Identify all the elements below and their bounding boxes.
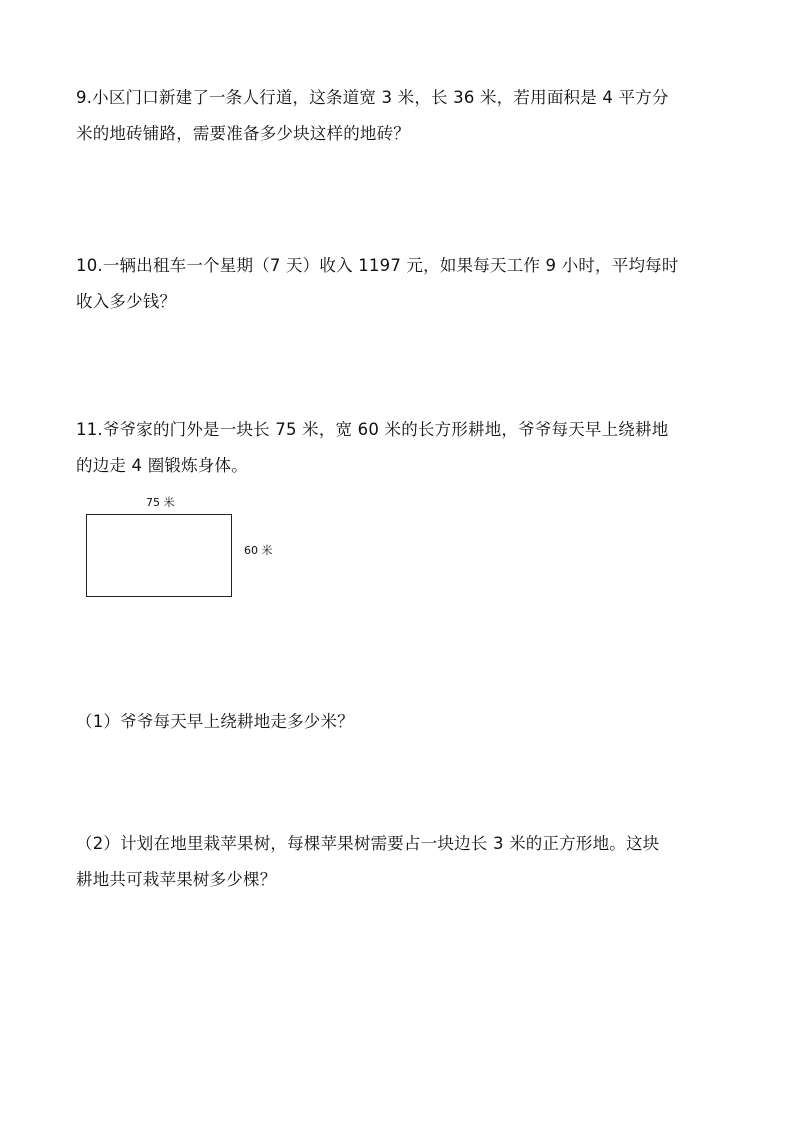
rectangle-field-figure [86,496,286,606]
problem-10-line-2: 收入多少钱？ [76,292,177,311]
problem-10-line-1: 10.一辆出租车一个星期（7 天）收入 1197 元，如果每天工作 9 小时，平均每时 [76,256,679,275]
length-label: 75 米 [146,496,175,509]
problem-11-question-2 [76,826,726,898]
problem-9-line-2: 米的地砖铺路，需要准备多少块这样的地砖？ [76,124,410,143]
question-2-line-1: （2）计划在地里栽苹果树，每棵苹果树需要占一块边长 3 米的正方形地。这块 [76,834,660,853]
problem-10 [76,248,726,320]
question-1-text: （1）爷爷每天早上绕耕地走多少米？ [76,712,354,731]
problem-11 [76,412,726,484]
problem-9-line-1: 9.小区门口新建了一条人行道，这条道宽 3 米，长 36 米，若用面积是 4 平方分 [76,88,669,107]
problem-11-line-1: 11.爷爷家的门外是一块长 75 米，宽 60 米的长方形耕地，爷爷每天早上绕耕地 [76,420,669,439]
problem-11-question-1 [76,704,726,740]
problem-9 [76,80,726,152]
problem-11-line-2: 的边走 4 圈锻炼身体。 [76,456,248,475]
question-2-line-2: 耕地共可栽苹果树多少棵？ [76,870,277,889]
width-label: 60 米 [244,544,273,557]
field-rectangle [86,514,232,597]
